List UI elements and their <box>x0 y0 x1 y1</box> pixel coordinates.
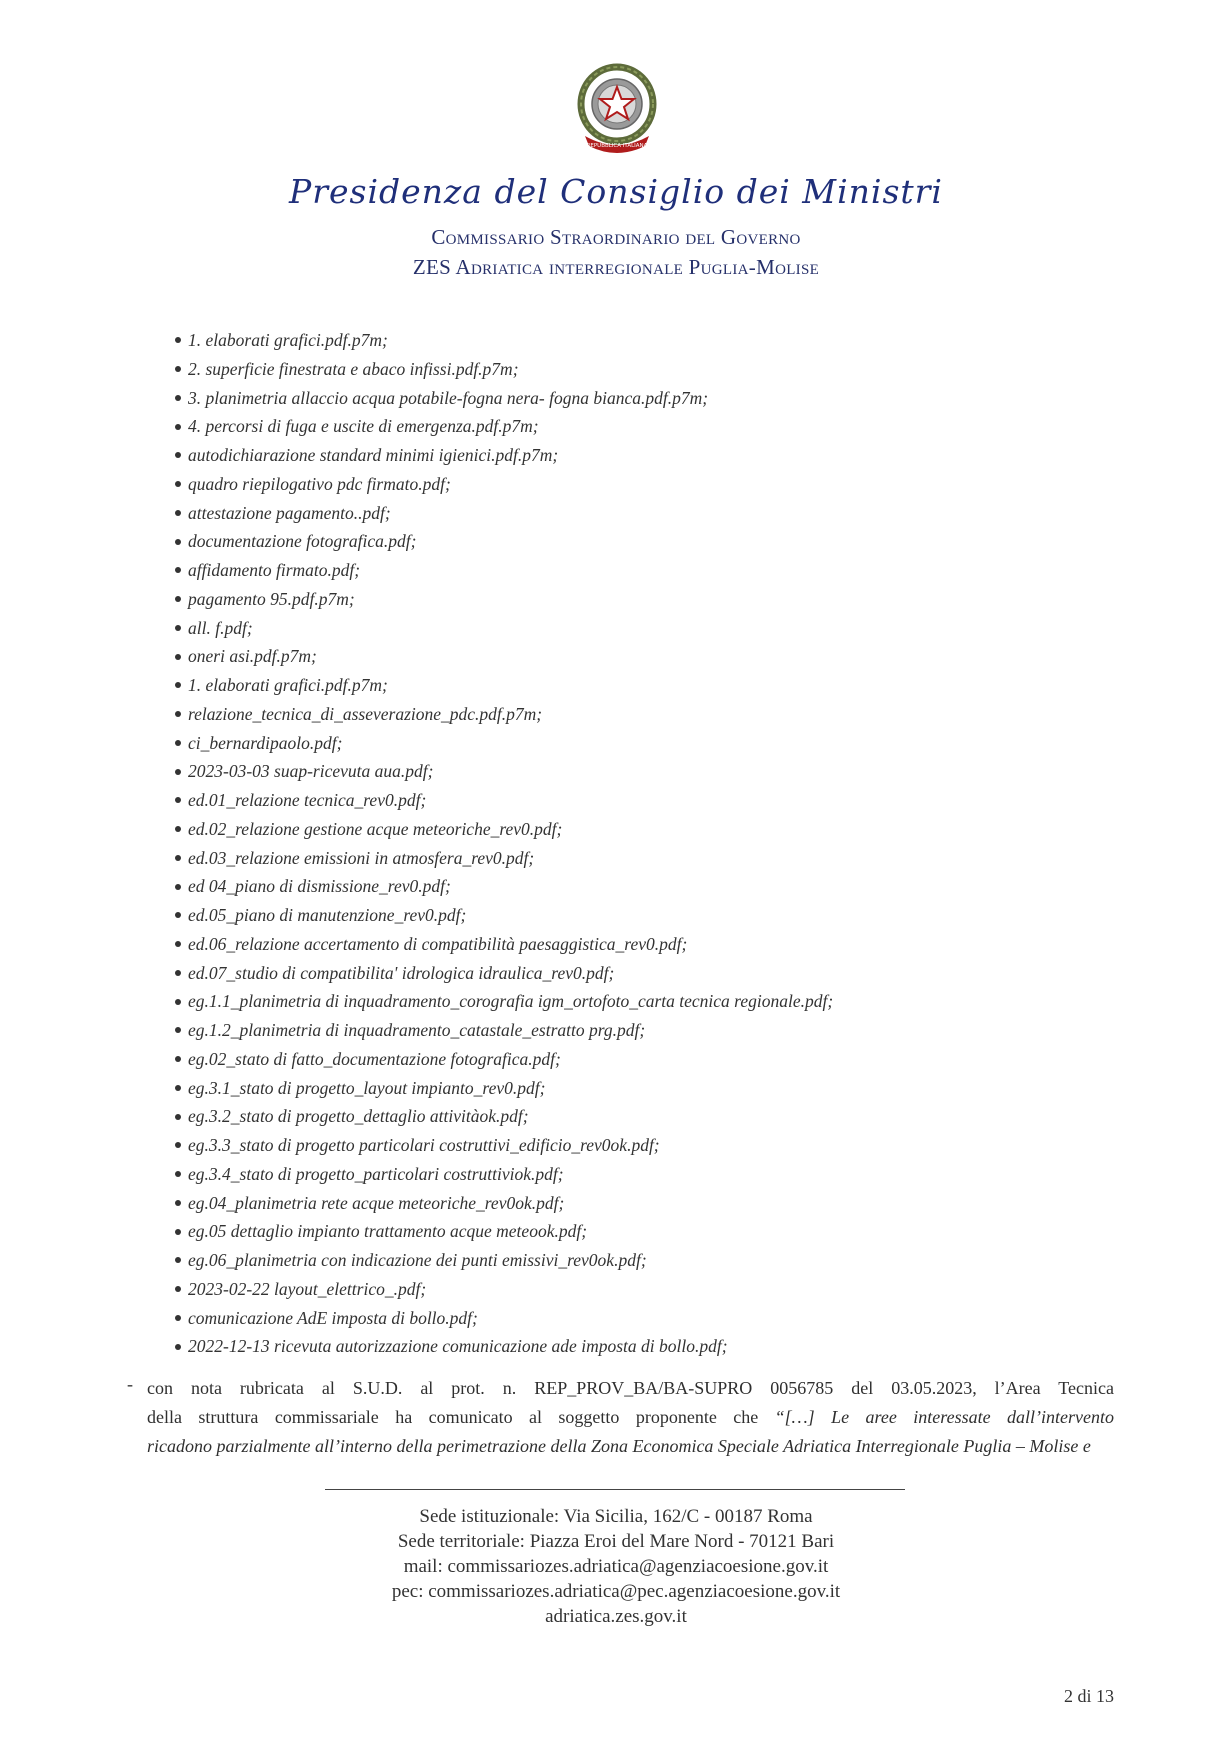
attachment-filename: autodichiarazione standard minimi igienici.pdf.p7m; <box>188 445 559 465</box>
attachment-item <box>175 556 833 585</box>
attachment-filename: documentazione fotografica.pdf; <box>188 531 417 552</box>
attachment-filename: oneri asi.pdf.p7m; <box>188 646 317 667</box>
attachment-filename: ed.05_piano di manutenzione_rev0.pdf; <box>188 905 467 925</box>
attachment-filename: comunicazione AdE imposta di bollo.pdf; <box>188 1307 478 1328</box>
bullet-icon <box>175 769 181 775</box>
bullet-icon <box>175 481 181 487</box>
attachment-item <box>175 1275 833 1304</box>
bullet-icon <box>175 884 181 890</box>
attachment-item <box>175 959 833 988</box>
bullet-icon <box>175 855 181 861</box>
bullet-icon <box>175 1027 181 1033</box>
paragraph-line-3 <box>147 1432 1114 1461</box>
bullet-icon <box>175 1085 181 1091</box>
attachment-filename: 4. percorsi di fuga e uscite di emergenza.pdf.p7m; <box>188 416 539 437</box>
attachment-item <box>175 1131 833 1160</box>
footer-divider <box>325 1489 905 1490</box>
attachment-filename: eg.1.2_planimetria di inquadramento_catastale_estratto prg.pdf; <box>188 1020 646 1040</box>
bullet-icon <box>175 596 181 602</box>
footer-sede-istituzionale: Sede istituzionale: Via Sicilia, 162/C - 00187 Roma <box>419 1506 813 1527</box>
bullet-icon <box>175 1257 181 1263</box>
footer-mail: mail: commissariozes.adriatica@agenziacoesione.gov.it <box>403 1556 829 1577</box>
attachment-item <box>175 872 833 901</box>
attachment-item <box>175 1304 833 1333</box>
bullet-icon <box>175 424 181 430</box>
bullet-icon <box>175 654 181 660</box>
attachment-filename: eg.1.1_planimetria di inquadramento_corografia igm_ortofoto_carta tecnica regionale.pdf; <box>188 991 834 1012</box>
attachment-filename: eg.04_planimetria rete acque meteoriche_rev0ok.pdf; <box>188 1192 565 1213</box>
attachment-item <box>175 1246 833 1275</box>
attachment-item <box>175 1160 833 1189</box>
bullet-icon <box>175 711 181 717</box>
attachment-filename: 1. elaborati grafici.pdf.p7m; <box>188 330 388 350</box>
bullet-icon <box>175 1315 181 1321</box>
attachment-filename: ed.03_relazione emissioni in atmosfera_rev0.pdf; <box>188 847 535 868</box>
attachment-item <box>175 585 833 614</box>
paragraph-line-2 <box>147 1403 1114 1432</box>
bullet-icon <box>175 1286 181 1292</box>
attachment-item <box>175 1189 833 1218</box>
attachment-item <box>175 326 833 355</box>
bullet-icon <box>175 1056 181 1062</box>
page-number: 2 di 13 <box>1063 1686 1114 1706</box>
attachment-filename: 2023-03-03 suap-ricevuta aua.pdf; <box>188 761 434 782</box>
paragraph-line-1: con nota rubricata al S.U.D. al prot. n. REP_PROV_BA/BA-SUPRO 0056785 del 03.05.2023, l’Area Tecnica <box>147 1378 1114 1398</box>
attachment-filename: ed.02_relazione gestione acque meteoriche_rev0.pdf; <box>188 818 563 839</box>
attachment-item <box>175 527 833 556</box>
header-title: Presidenza del Consiglio dei Ministri <box>289 172 943 211</box>
paragraph-dash: - <box>127 1374 133 1394</box>
footer-pec: pec: commissariozes.adriatica@pec.agenziacoesione.gov.it <box>391 1581 841 1602</box>
attachment-item <box>175 441 833 470</box>
attachment-item <box>175 786 833 815</box>
attachment-filename: ed.01_relazione tecnica_rev0.pdf; <box>188 790 427 810</box>
attachment-item <box>175 614 833 643</box>
attachment-filename: eg.02_stato di fatto_documentazione fotografica.pdf; <box>188 1048 561 1069</box>
paragraph-line-3-quote: ricadono parzialmente all’interno della perimetrazione della Zona Economica Speciale Adriatica Interregionale Puglia – Molise e <box>147 1436 1091 1456</box>
attachment-item <box>175 1102 833 1131</box>
attachment-filename: attestazione pagamento..pdf; <box>188 502 391 523</box>
bullet-icon <box>175 1200 181 1206</box>
paragraph-line-2-quote: “[…] Le aree interessate dall’intervento <box>774 1407 1114 1427</box>
attachment-item <box>175 671 833 700</box>
attachment-filename: eg.3.4_stato di progetto_particolari costruttiviok.pdf; <box>188 1163 564 1184</box>
attachment-filename: eg.3.3_stato di progetto particolari costruttivi_edificio_rev0ok.pdf; <box>188 1135 660 1155</box>
attachment-item <box>175 499 833 528</box>
bullet-icon <box>175 337 181 343</box>
attachment-item <box>175 384 833 413</box>
attachment-filename: affidamento firmato.pdf; <box>188 560 361 580</box>
attachment-filename: ed 04_piano di dismissione_rev0.pdf; <box>188 876 451 897</box>
bullet-icon <box>175 1344 181 1350</box>
emblem-ribbon-text: REPUBBLICA ITALIANA <box>586 143 648 149</box>
bullet-icon <box>175 941 181 947</box>
bullet-icon <box>175 625 181 631</box>
attachment-filename: 3. planimetria allaccio acqua potabile-fogna nera- fogna bianca.pdf.p7m; <box>188 387 709 408</box>
bullet-icon <box>175 740 181 746</box>
attachment-item <box>175 1045 833 1074</box>
paragraph-body <box>147 1374 1114 1461</box>
attachment-filename: relazione_tecnica_di_asseverazione_pdc.pdf.p7m; <box>188 703 543 724</box>
attachment-item <box>175 642 833 671</box>
attachment-filename: all. f.pdf; <box>188 617 253 638</box>
attachment-filename: pagamento 95.pdf.p7m; <box>188 588 355 609</box>
bullet-icon <box>175 366 181 372</box>
attachment-item <box>175 700 833 729</box>
bullet-icon <box>175 970 181 976</box>
attachment-item <box>175 757 833 786</box>
attachment-filename: 2023-02-22 layout_elettrico_.pdf; <box>188 1278 427 1299</box>
attachment-filename: eg.3.2_stato di progetto_dettaglio attivitàok.pdf; <box>188 1106 529 1127</box>
bullet-icon <box>175 452 181 458</box>
attachment-filename: ci_bernardipaolo.pdf; <box>188 732 343 753</box>
attachment-item <box>175 729 833 758</box>
bullet-icon <box>175 567 181 573</box>
attachment-item <box>175 1016 833 1045</box>
bullet-icon <box>175 1171 181 1177</box>
bullet-icon <box>175 395 181 401</box>
bullet-icon <box>175 510 181 516</box>
header-subtitle-zes: ZES Adriatica interregionale Puglia-Molise <box>412 255 820 279</box>
attachment-item <box>175 1217 833 1246</box>
bullet-icon <box>175 912 181 918</box>
attachment-item <box>175 355 833 384</box>
attachment-item <box>175 1074 833 1103</box>
attachment-item <box>175 930 833 959</box>
attachment-item <box>175 987 833 1016</box>
paragraph-line-2-text: della struttura commissariale ha comunicato al soggetto proponente che <box>147 1407 775 1427</box>
bullet-icon <box>175 797 181 803</box>
attachment-filename: 2022-12-13 ricevuta autorizzazione comunicazione ade imposta di bollo.pdf; <box>188 1336 728 1357</box>
attachment-item <box>175 412 833 441</box>
bullet-icon <box>175 682 181 688</box>
attachment-filename: quadro riepilogativo pdc firmato.pdf; <box>188 473 451 494</box>
attachment-list <box>175 326 833 1361</box>
attachment-filename: eg.05 dettaglio impianto trattamento acque meteook.pdf; <box>188 1221 588 1242</box>
attachment-item <box>175 1332 833 1361</box>
footer-sede-territoriale: Sede territoriale: Piazza Eroi del Mare Nord - 70121 Bari <box>397 1531 835 1552</box>
attachment-item <box>175 901 833 930</box>
attachment-filename: eg.3.1_stato di progetto_layout impianto_rev0.pdf; <box>188 1077 546 1098</box>
attachment-filename: 2. superficie finestrata e abaco infissi.pdf.p7m; <box>188 358 519 379</box>
attachment-filename: eg.06_planimetria con indicazione dei punti emissivi_rev0ok.pdf; <box>188 1250 647 1270</box>
footer-website: adriatica.zes.gov.it <box>545 1606 687 1627</box>
bullet-icon <box>175 999 181 1005</box>
bullet-icon <box>175 1229 181 1235</box>
attachment-filename: ed.06_relazione accertamento di compatibilità paesaggistica_rev0.pdf; <box>188 933 688 954</box>
attachment-filename: 1. elaborati grafici.pdf.p7m; <box>188 675 388 695</box>
attachment-item <box>175 815 833 844</box>
bullet-icon <box>175 539 181 545</box>
italian-republic-emblem <box>575 62 659 154</box>
attachment-item <box>175 470 833 499</box>
bullet-icon <box>175 826 181 832</box>
attachment-filename: ed.07_studio di compatibilita' idrologica idraulica_rev0.pdf; <box>188 962 615 983</box>
bullet-icon <box>175 1114 181 1120</box>
attachment-item <box>175 844 833 873</box>
header-subtitle-commissario: Commissario Straordinario del Governo <box>431 225 801 249</box>
bullet-icon <box>175 1142 181 1148</box>
